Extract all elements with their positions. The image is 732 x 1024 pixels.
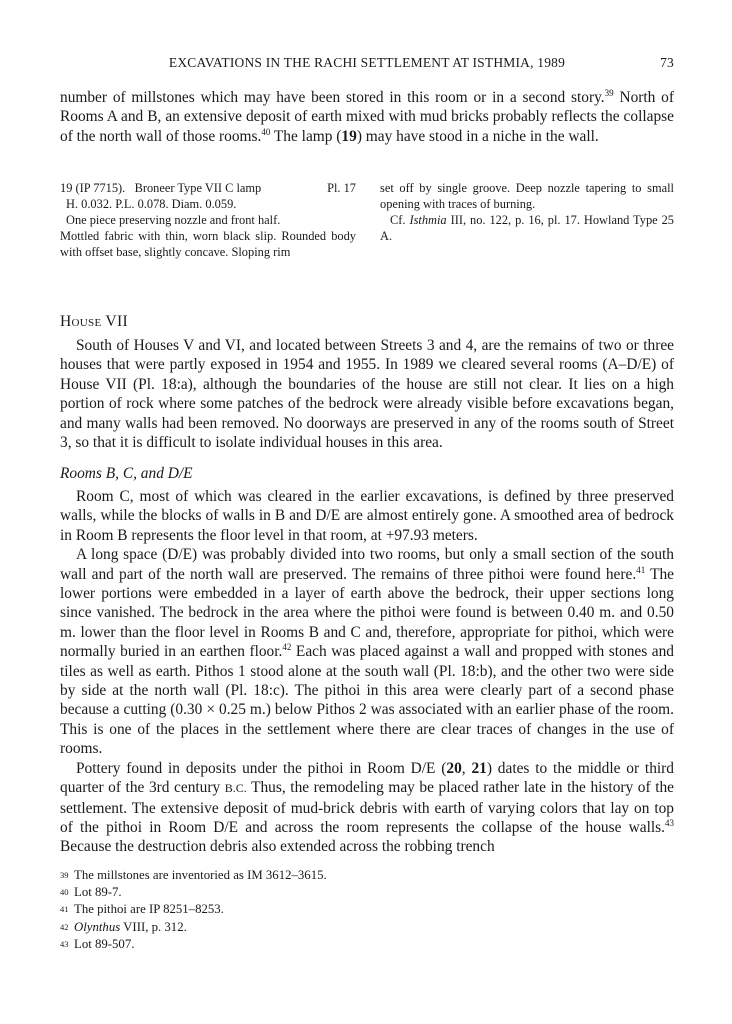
text-run: The lower portions were embedded in a layer of earth above the bedrock, their upper sections long since vanished. The bedrock in the area where the pithoi were found is between 0.40 m. and 0.50 m. lower than the floor level in Rooms B and C and, therefore, appropriate for pithoi, which were normally buried in an earthen floor. [60, 565, 674, 661]
paragraph: Room C, most of which was cleared in the earlier excavations, is defined by three preserved walls, while the blocks of walls in B and D/E are almost entirely gone. A smoothed area of bedrock in Room B represents the floor level in that room, at +97.93 meters. [60, 488, 674, 544]
footnote-number: 42 [60, 921, 69, 932]
paragraph [60, 759, 674, 857]
text-run: The lamp ( [270, 127, 342, 145]
catalog-ref-19: 19 [341, 127, 357, 145]
footnote-ref-43: 43 [665, 817, 674, 828]
text-run: Isthmia [409, 213, 447, 227]
running-head-title: EXCAVATIONS IN THE RACHI SETTLEMENT AT ISTHMIA, 1989 [168, 55, 566, 70]
text-run: number of millstones which may have been stored in this room or in a second story. [60, 89, 605, 106]
era-abbreviation: B.C. [224, 781, 247, 796]
running-head [60, 55, 674, 77]
footnote-ref-39: 39 [604, 88, 614, 98]
paragraph [60, 545, 674, 758]
text-run: , [461, 759, 472, 777]
footnote-text: The millstones are inventoried as IM 3612–3615. [74, 868, 327, 882]
footnote-text: VIII, p. 312. [120, 919, 187, 934]
text-run: Because the destruction debris also extended across the robbing trench [60, 838, 495, 856]
house-vii-paragraph [60, 336, 674, 452]
footnote-number: 39 [60, 870, 69, 880]
catalog-heading-label: 19 (IP 7715). Broneer Type VII C lamp [60, 181, 262, 195]
text-run: Each was placed against a wall and propped with stones and tiles as well as earth. Pithos 1 stood alone at the south wall (Pl. 18:b), and the other two were side by side at the north wall (Pl. 18:c). The pithoi in this area were clearly part of a second phase because a cutting (0.30 × 0.25 m.) below Pithos 2 was associated with an earlier phase of the room. This is one of the places in the settlement where there are clear traces of changes in the use of rooms. [60, 643, 674, 758]
footnote [60, 919, 674, 936]
catalog-left-column [60, 180, 356, 260]
footnote [60, 884, 674, 901]
catalog-heading [60, 180, 356, 196]
catalog-ref-21: 21 [471, 759, 487, 777]
footnote [60, 867, 674, 884]
footnote [60, 936, 674, 953]
catalog-preservation: One piece preserving nozzle and front half. [66, 213, 281, 227]
section-heading: House VII [60, 313, 128, 330]
footnote-number: 41 [60, 904, 69, 915]
paragraph: South of Houses V and VI, and located between Streets 3 and 4, are the remains of two or three houses that were partly exposed in 1954 and 1955. In 1989 we cleared several rooms (A–D/E) of House VII (Pl. 18:a), although the boundaries of the house are still not clear. It lies on a high portion of rock where some patches of the bedrock were already visible before excavations began, and many walls had been removed. No doorways are preserved in any of the rooms south of Street 3, so that it is difficult to isolate individual houses in this area. [60, 337, 674, 452]
text-run: ) dates to the middle or third quarter of the 3rd century [60, 759, 674, 797]
text-run: Pottery found in deposits under the pithoi in Room D/E ( [76, 759, 447, 777]
rooms-text [60, 487, 674, 857]
subsection-heading: Rooms B, C, and D/E [60, 465, 193, 482]
footnote-title: Olynthus [74, 919, 121, 934]
catalog-description-left: Mottled fabric with thin, worn black slip. Rounded body with offset base, slightly concave. Sloping rim [60, 229, 356, 259]
page-number: 73 [660, 55, 674, 70]
footnote-ref-41: 41 [636, 564, 646, 575]
catalog-comparanda [380, 212, 674, 244]
footnote-text: Lot 89-507. [74, 936, 135, 951]
text-run: Cf. [390, 213, 410, 227]
text-run: ) may have stood in a niche in the wall. [356, 127, 599, 145]
catalog-entry [60, 180, 674, 276]
catalog-description-right: set off by single groove. Deep nozzle tapering to small opening with traces of burning. [380, 181, 674, 211]
text-run: A long space (D/E) was probably divided into two rooms, but only a small section of the south wall and part of the north wall are preserved. The remains of three pithoi were found here. [60, 546, 674, 583]
text-run: North of Rooms A and B, an extensive deposit of earth mixed with mud bricks probably reflects the collapse of the north wall of those rooms. [60, 89, 674, 145]
footnote-text: Lot 89-7. [74, 885, 122, 900]
footnote-text: The pithoi are IP 8251–8253. [74, 902, 224, 917]
catalog-dimensions: H. 0.032. P.L. 0.078. Diam. 0.059. [66, 197, 237, 211]
catalog-plate-ref: Pl. 17 [327, 181, 356, 195]
footnote [60, 901, 674, 918]
footnotes [60, 867, 674, 953]
text-run: III, no. 122, p. 16, pl. 17. Howland Type 25 A. [380, 213, 674, 243]
catalog-ref-20: 20 [446, 759, 462, 777]
footnote-ref-40: 40 [261, 126, 271, 137]
catalog-right-column [380, 180, 674, 244]
text-run: Thus, the remodeling may be placed rather late in the history of the settlement. The extensive deposit of mud-brick debris with earth of varying colors that lay on top of the pithoi in Room D/E and across the room represents the collapse of the house walls. [60, 779, 674, 836]
opening-paragraph [60, 88, 674, 146]
footnote-ref-42: 42 [282, 642, 292, 653]
footnote-number: 43 [60, 938, 69, 949]
footnote-number: 40 [60, 887, 69, 898]
